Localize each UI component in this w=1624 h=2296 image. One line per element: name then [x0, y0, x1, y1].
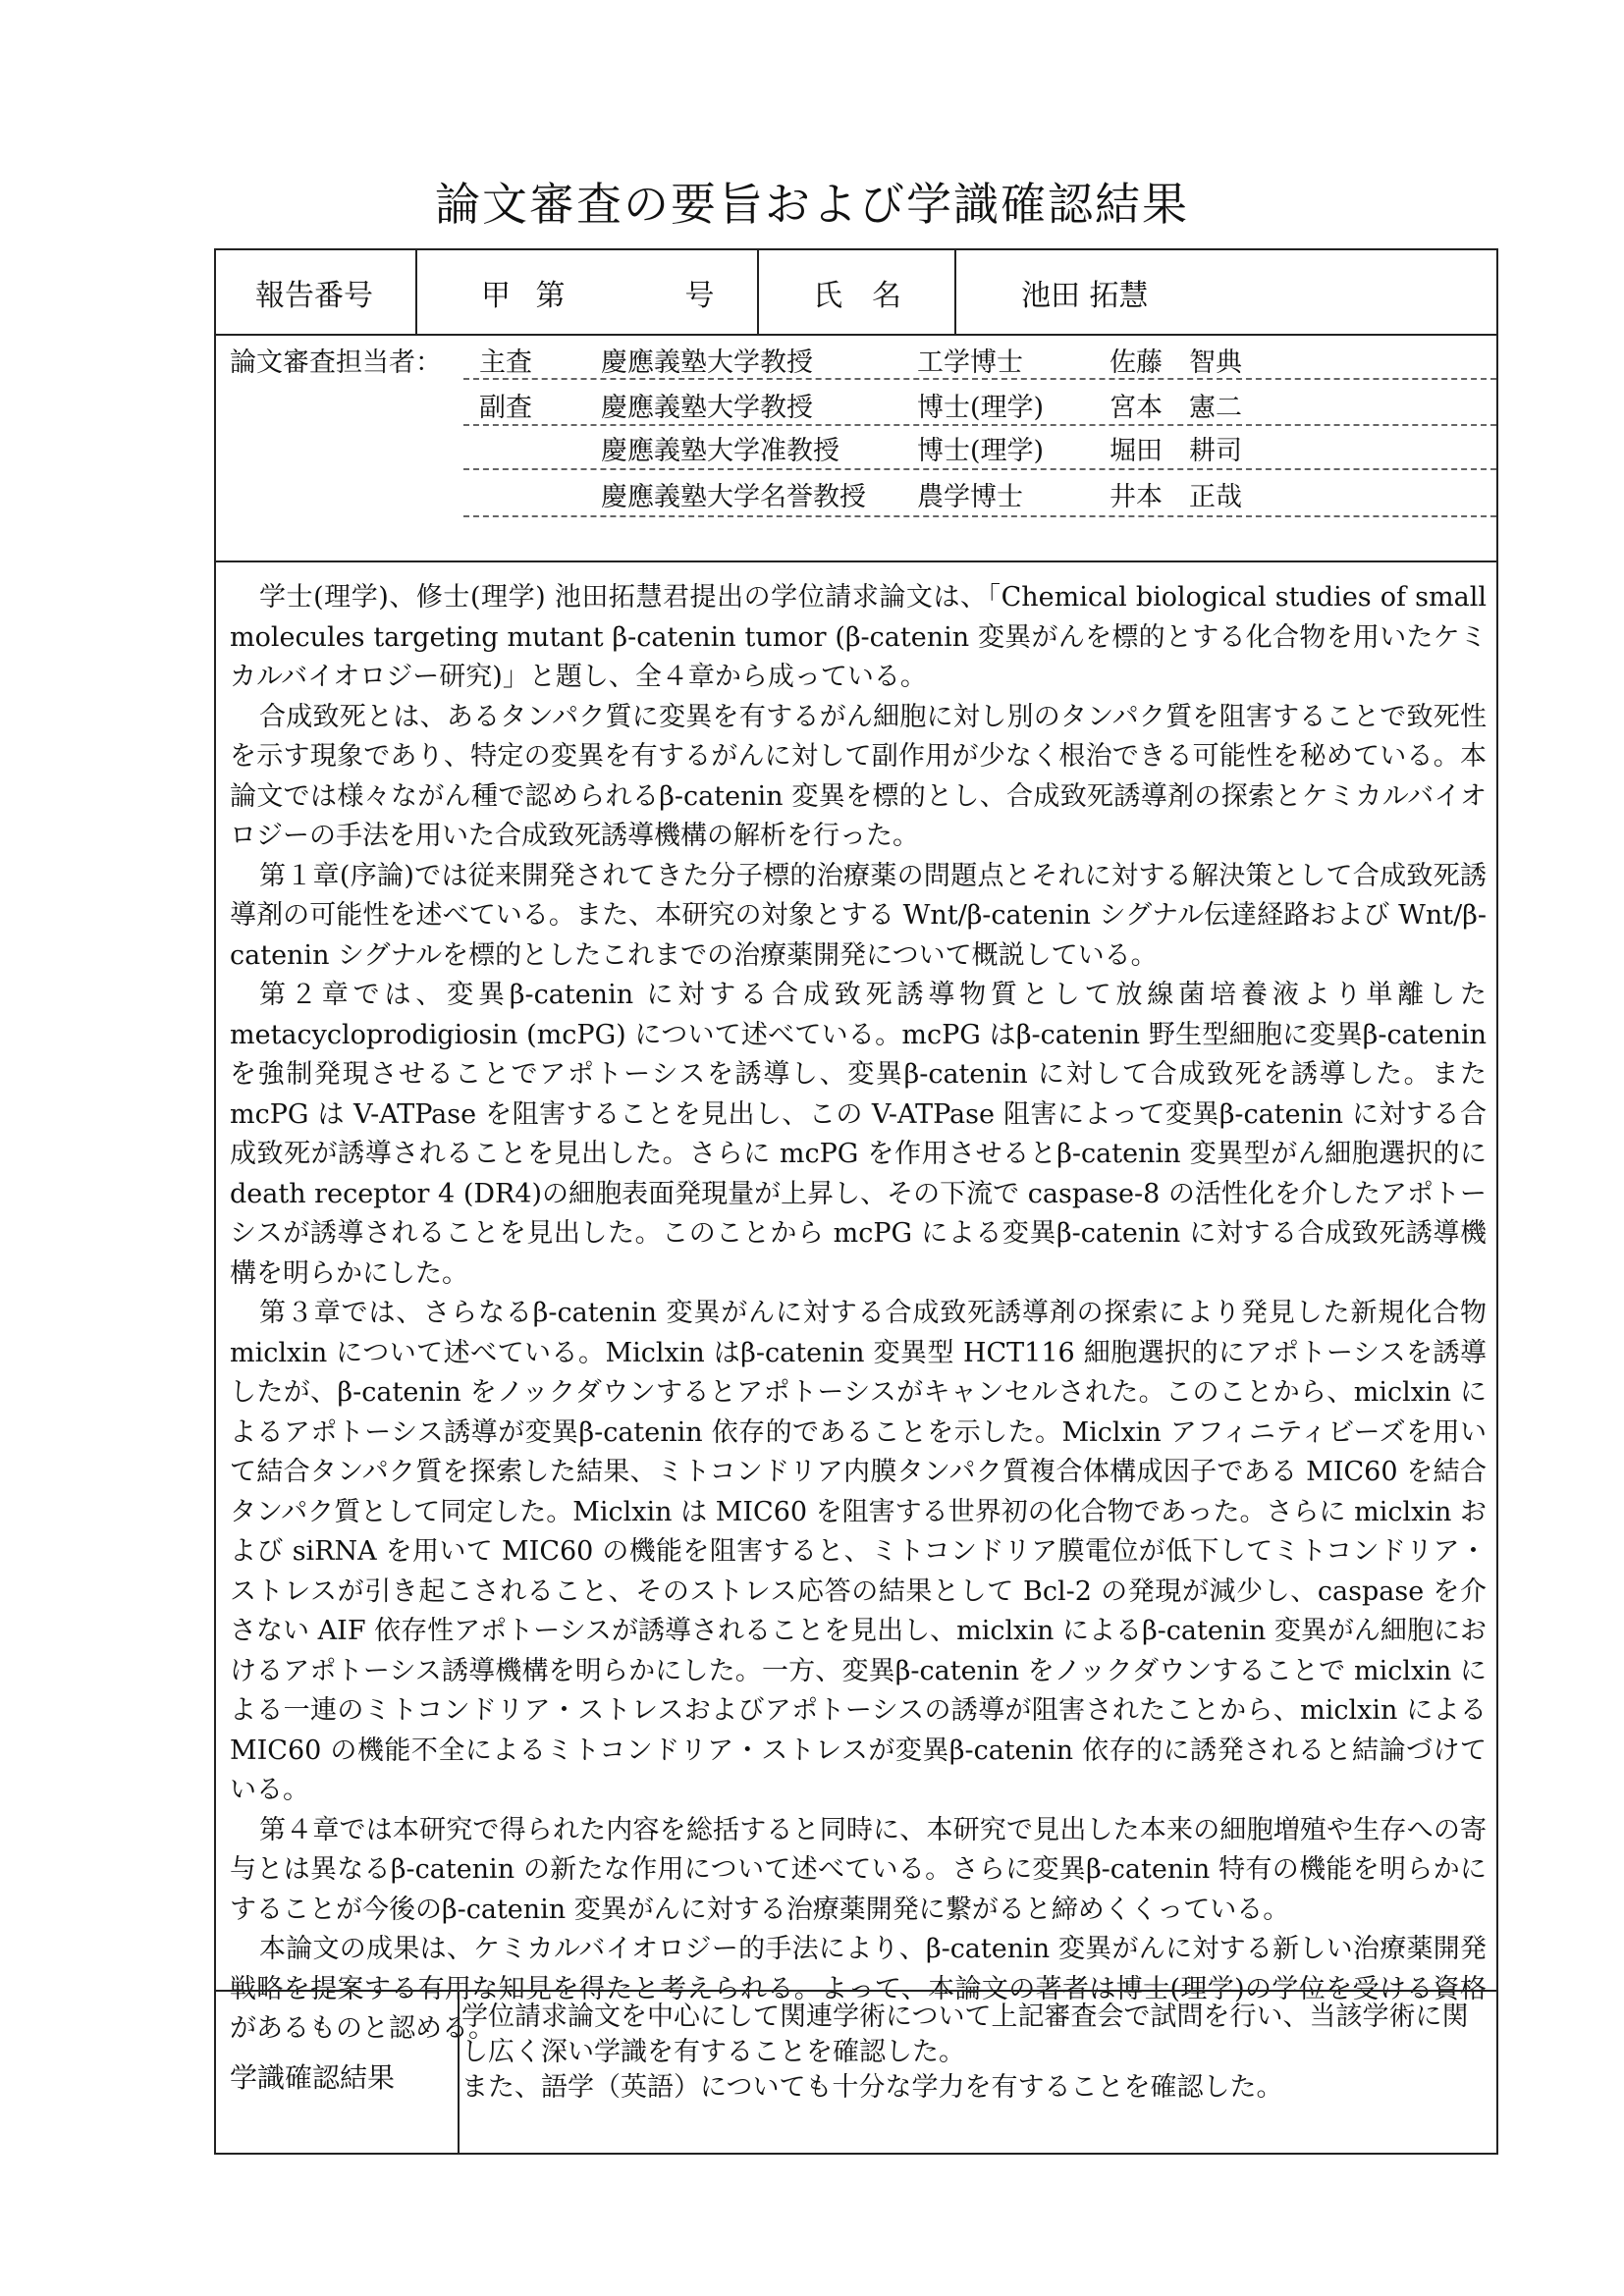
examiners-label: 論文審査担当者：	[230, 347, 442, 378]
examiner-name: 堀田 耕司	[1110, 436, 1242, 466]
result-text	[461, 2000, 1483, 2106]
examiner-affiliation: 慶應義塾大学教授	[601, 347, 813, 378]
examiner-name: 宮本 憲二	[1110, 393, 1242, 423]
examiner-degree: 博士(理学)	[917, 393, 1045, 423]
examiner-underline	[463, 424, 1496, 426]
examiner-underline	[463, 515, 1496, 517]
examiner-affiliation: 慶應義塾大学名誉教授	[601, 482, 866, 512]
header-separator	[216, 334, 1496, 336]
examiner-degree: 博士(理学)	[917, 436, 1045, 466]
report-number-label: 報告番号	[255, 279, 373, 313]
name-value: 池田 拓慧	[1021, 279, 1149, 313]
summary-paragraph: 合成致死とは、あるタンパク質に変異を有するがん細胞に対し別のタンパク質を阻害することで致死性を示す現象であり、特定の変異を有するがんに対して副作用が少なく根治できる可能性を秘めている。本論文では様々ながん種で認められるβ-catenin 変異を標的とし、合成致死誘導剤の探索とケミカルバイオロジーの手法を用いた合成致死誘導機構の解析を行った。	[230, 701, 1487, 851]
result-line: また、語学（英語）についても十分な学力を有することを確認した。	[461, 2072, 1283, 2103]
result-divider	[458, 1990, 460, 2155]
examiner-degree: 農学博士	[917, 482, 1023, 512]
review-form	[214, 248, 1498, 2155]
name-label: 氏 名	[813, 279, 901, 313]
header-divider	[954, 250, 956, 334]
header-divider	[415, 250, 417, 334]
report-number-value: 甲 第 号	[481, 279, 723, 313]
summary-paragraph: 第３章では、さらなるβ-catenin 変異がんに対する合成致死誘導剤の探索により発見した新規化合物 miclxin について述べている。Miclxin はβ-catenin 変異型 HCT116 細胞選択的にアポトーシスを誘導したが、β-catenin をノックダウンするとアポトーシスがキャンセルされた。このことから、miclxin によるアポトーシス誘導が変異β-catenin 依存的であることを示した。Miclxin アフィニティビーズを用いて結合タンパク質を探索した結果、ミトコンドリア内膜タンパク質複合体構成因子である MIC60 を結合タンパク質として同定した。Miclxin は MIC60 を阻害する世界初の化合物であった。さらに miclxin および siRNA を用いて MIC60 の機能を阻害すると、ミトコンドリア膜電位が低下してミトコンドリア・ストレスが引き起こされること、そのストレス応答の結果として Bcl-2 の発現が減少し、caspase を介さない AIF 依存性アポトーシスが誘導されることを見出し、miclxin によるβ-catenin 変異がん細胞におけるアポトーシス誘導機構を明らかにした。一方、変異β-catenin をノックダウンすることで miclxin による一連のミトコンドリア・ストレスおよびアポトーシスの誘導が阻害されたことから、miclxin による MIC60 の機能不全によるミトコンドリア・ストレスが変異β-catenin 依存的に誘発されると結論づけている。	[230, 1298, 1487, 1805]
summary-paragraph: 第２章では、変異β-catenin に対する合成致死誘導物質として放線菌培養液より単離した metacycloprodigiosin (mcPG) について述べている。mcPG はβ-catenin 野生型細胞に変異β-catenin を強制発現させることでアポトーシスを誘導し、変異β-catenin に対して合成致死を誘導した。また mcPG は V-ATPase を阻害することを見出し、この V-ATPase 阻害によって変異β-catenin に対する合成致死が誘導されることを見出した。さらに mcPG を作用させるとβ-catenin 変異型がん細胞選択的に death receptor 4 (DR4)の細胞表面発現量が上昇し、その下流で caspase-8 の活性化を介したアポトーシスが誘導されることを見出した。このことから mcPG による変異β-catenin に対する合成致死誘導機構を明らかにした。	[230, 980, 1487, 1289]
summary-paragraph: 第１章(序論)では従来開発されてきた分子標的治療薬の問題点とそれに対する解決策として合成致死誘導剤の可能性を述べている。また、本研究の対象とする Wnt/β-catenin シグナル伝達経路および Wnt/β-catenin シグナルを標的としたこれまでの治療薬開発について概説している。	[230, 860, 1487, 971]
examiner-underline	[463, 378, 1496, 380]
summary-paragraph: 第４章では本研究で得られた内容を総括すると同時に、本研究で見出した本来の細胞増殖や生存への寄与とは異なるβ-catenin の新たな作用について述べている。さらに変異β-catenin 特有の機能を明らかにすることが今後のβ-catenin 変異がんに対する治療薬開発に繋がると締めくくっている。	[230, 1814, 1487, 1925]
review-summary	[230, 578, 1487, 2050]
examiner-underline	[463, 468, 1496, 470]
result-label: 学識確認結果	[230, 2061, 396, 2094]
examiners-separator	[216, 561, 1496, 562]
header-divider	[757, 250, 759, 334]
summary-paragraph: 学士(理学)、修士(理学) 池田拓慧君提出の学位請求論文は、「Chemical biological studies of small molecules targeting mutant β-catenin tumor (β-catenin 変異がんを標的とする化合物を用いたケミカルバイオロジー研究)」と題し、全４章から成っている。	[230, 582, 1487, 692]
examiner-name: 井本 正哉	[1110, 482, 1242, 512]
page-title: 論文審査の要旨および学識確認結果	[435, 178, 1189, 231]
examiner-name: 佐藤 智典	[1110, 347, 1242, 378]
summary-paragraph: 本論文の成果は、ケミカルバイオロジー的手法により、β-catenin 変異がんに対する新しい治療薬開発戦略を提案する有用な知見を得たと考えられる。よって、本論文の著者は博士(理学)の学位を受ける資格があるものと認める。	[230, 1934, 1487, 2044]
examiner-role: 副査	[479, 393, 532, 423]
result-separator	[216, 1990, 1496, 1992]
result-line: 学位請求論文を中心にして関連学術について上記審査会で試問を行い、当該学術に関し広く深い学識を有することを確認した。	[461, 2002, 1469, 2067]
examiner-affiliation: 慶應義塾大学教授	[601, 393, 813, 423]
examiner-degree: 工学博士	[917, 347, 1023, 378]
examiner-affiliation: 慶應義塾大学准教授	[601, 436, 839, 466]
examiner-role: 主査	[479, 347, 532, 378]
